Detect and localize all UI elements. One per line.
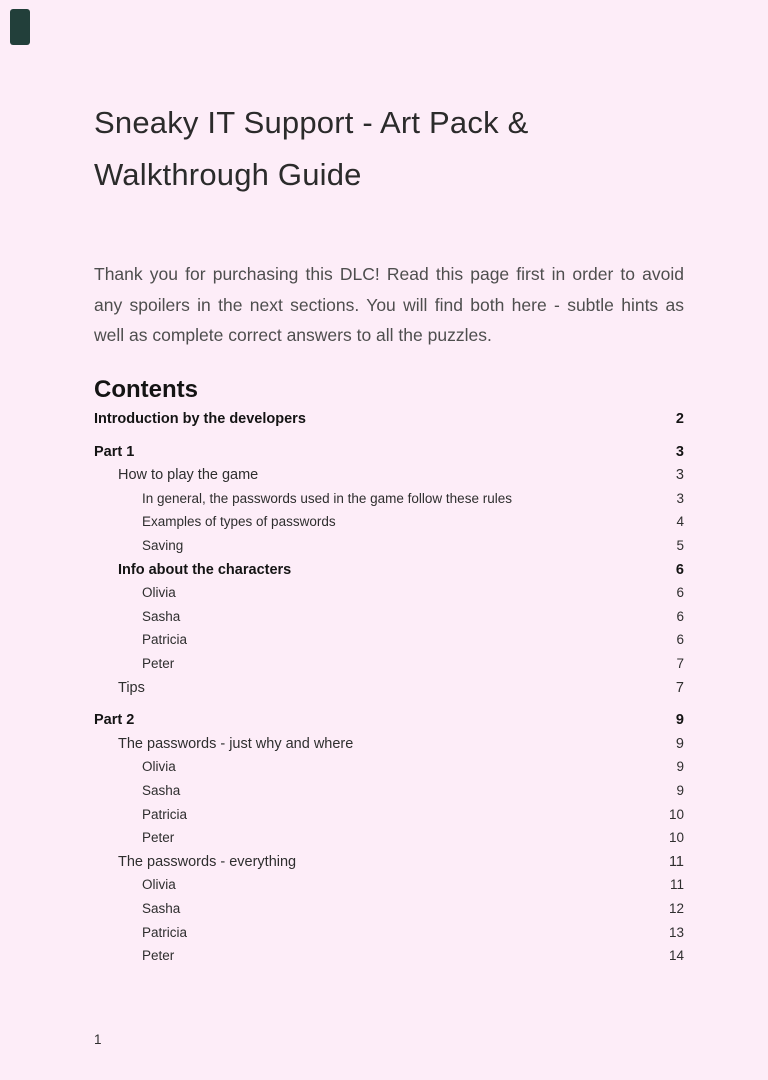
toc-row[interactable] bbox=[94, 830, 684, 854]
toc-entry-label[interactable]: Saving bbox=[142, 538, 184, 554]
toc-row[interactable] bbox=[94, 807, 684, 831]
toc-row[interactable] bbox=[94, 585, 684, 609]
toc-entry-page-number[interactable]: 4 bbox=[676, 514, 684, 530]
toc-row[interactable] bbox=[94, 759, 684, 783]
page-title-line-1: Sneaky IT Support - Art Pack & bbox=[94, 105, 529, 140]
contents-heading: Contents bbox=[94, 376, 198, 404]
toc-entry-label[interactable]: Patricia bbox=[142, 806, 188, 822]
toc-entry-label[interactable]: Tips bbox=[118, 679, 145, 696]
toc-entry-page-number[interactable]: 10 bbox=[668, 806, 684, 822]
toc-row[interactable] bbox=[94, 609, 684, 633]
toc-entry-label[interactable]: In general, the passwords used in the game follow these rules bbox=[142, 490, 512, 506]
toc-entry-page-number[interactable]: 3 bbox=[675, 443, 684, 460]
toc-entry-page-number[interactable]: 9 bbox=[676, 759, 684, 775]
toc-entry-label[interactable]: Sasha bbox=[142, 783, 181, 799]
toc-row[interactable] bbox=[94, 736, 684, 760]
page-title bbox=[94, 97, 684, 201]
toc-row[interactable] bbox=[94, 467, 684, 491]
toc-entry-page-number[interactable]: 11 bbox=[668, 853, 684, 870]
toc-entry-page-number[interactable]: 13 bbox=[668, 924, 684, 940]
toc-entry-label[interactable]: Peter bbox=[142, 948, 175, 964]
toc-row[interactable] bbox=[94, 901, 684, 925]
toc-entry-page-number[interactable]: 6 bbox=[675, 561, 684, 578]
toc-entry-label[interactable]: Part 2 bbox=[94, 712, 135, 729]
toc-entry-page-number[interactable]: 9 bbox=[675, 712, 684, 729]
toc-row[interactable] bbox=[94, 783, 684, 807]
toc-entry-page-number[interactable]: 9 bbox=[675, 735, 684, 752]
toc-row[interactable] bbox=[94, 491, 684, 515]
toc-row[interactable] bbox=[94, 854, 684, 878]
toc-entry-page-number[interactable]: 6 bbox=[676, 632, 684, 648]
toc-entry-page-number[interactable]: 6 bbox=[676, 608, 684, 624]
toc-row[interactable] bbox=[94, 656, 684, 680]
footer-page-number: 1 bbox=[94, 1032, 102, 1047]
toc-row[interactable] bbox=[94, 514, 684, 538]
toc-entry-label[interactable]: Olivia bbox=[142, 585, 176, 601]
intro-paragraph: Thank you for purchasing this DLC! Read this page first in order to avoid any spoilers in the next sections. You will find both here - subtle hints as well as complete correct answers to all the puzzles. bbox=[94, 264, 684, 346]
toc-entry-label[interactable]: Part 1 bbox=[94, 443, 135, 460]
toc-entry-label[interactable]: The passwords - everything bbox=[118, 853, 297, 870]
toc-entry-label[interactable]: Peter bbox=[142, 830, 175, 846]
toc-entry-label[interactable]: Sasha bbox=[142, 900, 181, 916]
toc-entry-page-number[interactable]: 5 bbox=[676, 538, 684, 554]
toc-entry-page-number[interactable]: 6 bbox=[676, 585, 684, 601]
toc-entry-label[interactable]: Patricia bbox=[142, 924, 188, 940]
toc-entry-label[interactable]: How to play the game bbox=[118, 467, 259, 484]
toc-entry-label[interactable]: Examples of types of passwords bbox=[142, 514, 336, 530]
toc-entry-label[interactable]: Patricia bbox=[142, 632, 188, 648]
toc-row[interactable] bbox=[94, 411, 684, 435]
toc-entry-page-number[interactable]: 9 bbox=[676, 783, 684, 799]
toc-entry-label[interactable]: Introduction by the developers bbox=[94, 411, 306, 428]
toc-entry-page-number[interactable]: 11 bbox=[669, 877, 684, 893]
document-page bbox=[94, 0, 684, 972]
toc-entry-label[interactable]: Olivia bbox=[142, 877, 176, 893]
toc-entry-label[interactable]: Peter bbox=[142, 656, 175, 672]
toc-row[interactable] bbox=[94, 948, 684, 972]
toc-entry-page-number[interactable]: 3 bbox=[676, 490, 684, 506]
toc-entry-page-number[interactable]: 12 bbox=[668, 900, 684, 916]
toc-entry-page-number[interactable]: 10 bbox=[668, 830, 684, 846]
toc-entry-page-number[interactable]: 7 bbox=[676, 656, 684, 672]
toc-entry-page-number[interactable]: 3 bbox=[675, 467, 684, 484]
corner-artifact bbox=[10, 9, 30, 45]
page-title-line-2: Walkthrough Guide bbox=[94, 157, 362, 192]
toc-row[interactable] bbox=[94, 444, 684, 468]
toc-row[interactable] bbox=[94, 632, 684, 656]
toc-entry-label[interactable]: Olivia bbox=[142, 759, 176, 775]
toc-row[interactable] bbox=[94, 538, 684, 562]
table-of-contents bbox=[94, 411, 684, 972]
toc-row[interactable] bbox=[94, 877, 684, 901]
toc-entry-page-number[interactable]: 2 bbox=[675, 411, 684, 428]
toc-row[interactable] bbox=[94, 680, 684, 704]
toc-row[interactable] bbox=[94, 925, 684, 949]
toc-row[interactable] bbox=[94, 562, 684, 586]
toc-entry-label[interactable]: Info about the characters bbox=[118, 561, 292, 578]
toc-row[interactable] bbox=[94, 712, 684, 736]
toc-entry-page-number[interactable]: 7 bbox=[675, 679, 684, 696]
toc-entry-page-number[interactable]: 14 bbox=[668, 948, 684, 964]
toc-entry-label[interactable]: Sasha bbox=[142, 608, 181, 624]
toc-entry-label[interactable]: The passwords - just why and where bbox=[118, 735, 354, 752]
